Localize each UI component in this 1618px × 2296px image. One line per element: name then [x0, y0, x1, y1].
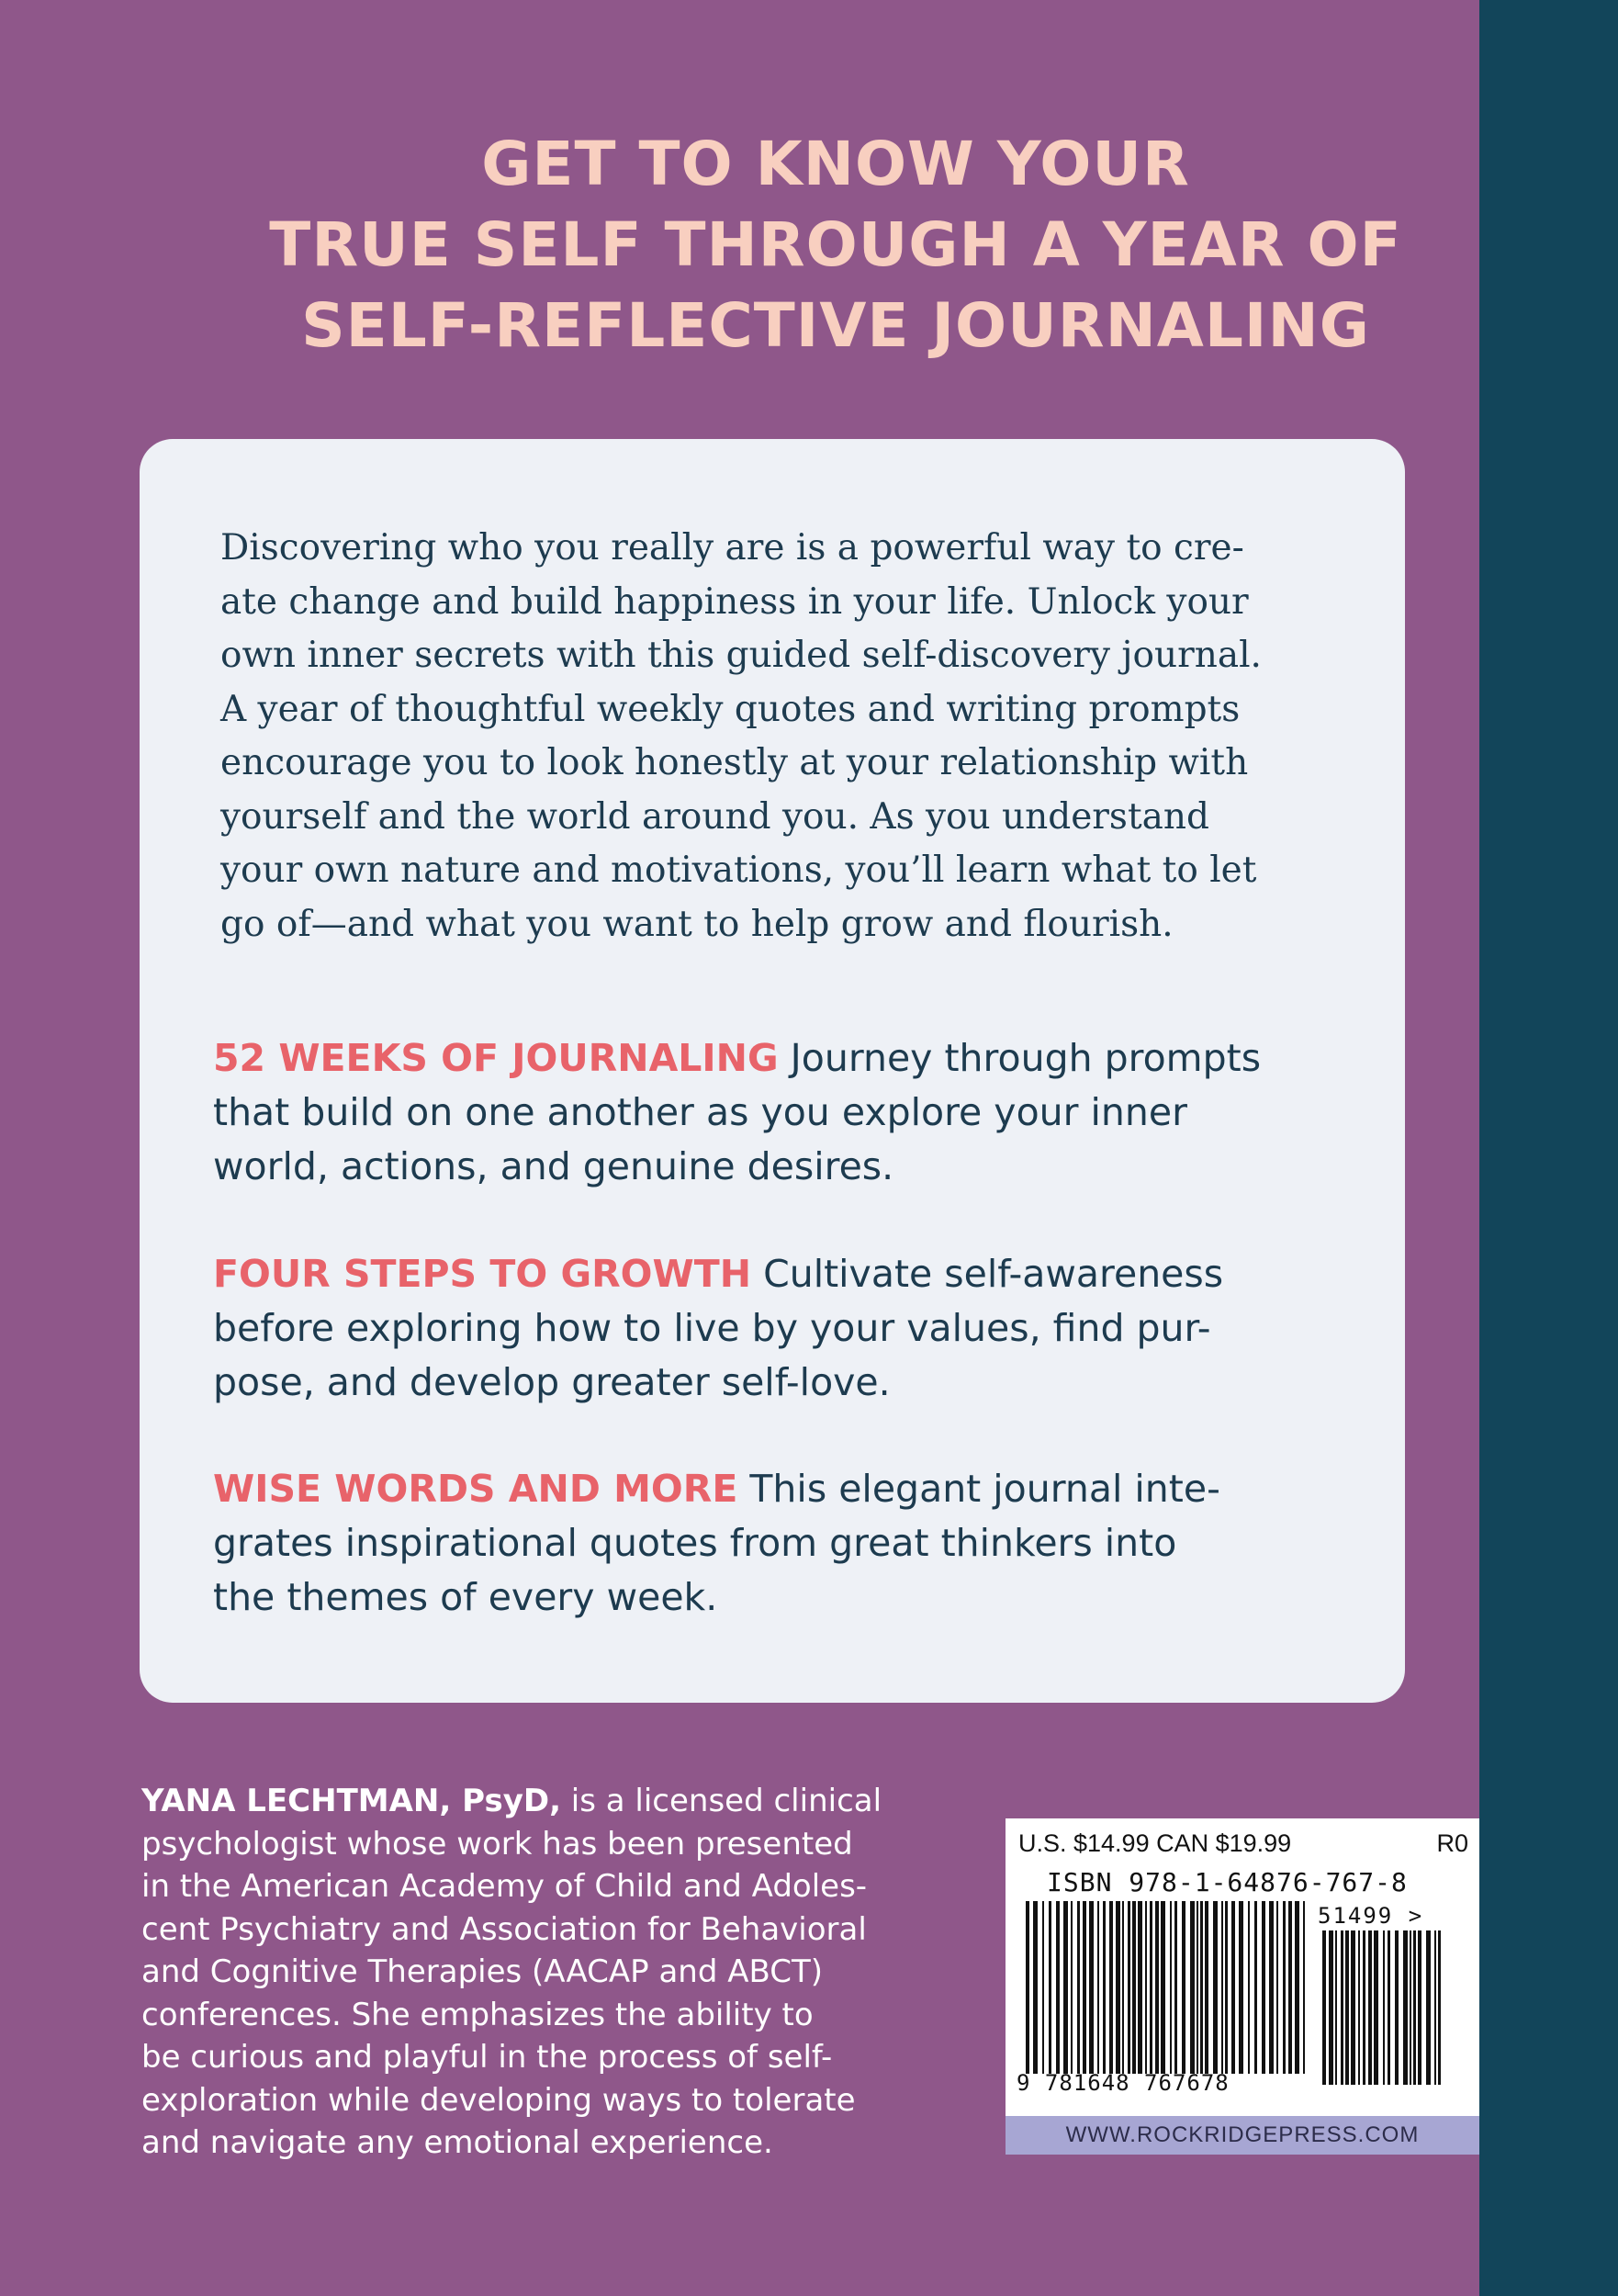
barcode-bar — [1221, 1901, 1223, 2074]
barcode-bar — [1182, 1901, 1185, 2074]
barcode-bar — [1026, 1901, 1029, 2074]
bio-line: psychologist whose work has been presented — [141, 1825, 853, 1863]
barcode-bar — [1322, 1930, 1326, 2085]
barcode-bar — [1335, 1930, 1337, 2085]
barcode-bar — [1056, 1901, 1060, 2074]
bio-line: cent Psychiatry and Association for Behavioral — [141, 1910, 867, 1948]
barcode-bar — [1170, 1901, 1172, 2074]
barcode-bar — [1116, 1901, 1120, 2074]
intro-line: yourself and the world around you. As you understand — [220, 795, 1209, 838]
feature-line — [213, 1247, 1361, 1301]
barcode-bar — [1083, 1901, 1086, 2074]
barcode-bar — [1109, 1901, 1113, 2074]
barcode-bar — [1071, 1901, 1073, 2074]
barcode-bar — [1103, 1901, 1106, 2074]
feature-line: pose, and develop greater self-love. — [213, 1360, 891, 1404]
bio-line — [141, 1780, 986, 1823]
addon-digits: 51499 > — [1318, 1903, 1424, 1929]
intro-paragraph — [220, 522, 1350, 951]
feature-line — [213, 1462, 1361, 1516]
barcode-bar — [1368, 1930, 1372, 2085]
barcode-bar — [1410, 1930, 1411, 2085]
barcode-bar — [1197, 1901, 1198, 2074]
barcode-bar — [1161, 1901, 1165, 2074]
feature-four-steps — [213, 1247, 1361, 1410]
barcode-bar — [1033, 1901, 1038, 2074]
barcode-bar — [1231, 1901, 1235, 2074]
barcode-bar — [1413, 1930, 1416, 2085]
barcode-bar — [1434, 1930, 1436, 2085]
barcode-bar — [1145, 1901, 1147, 2074]
barcode-block — [1006, 1818, 1479, 2116]
feature-title: FOUR STEPS TO GROWTH — [213, 1252, 752, 1296]
barcode-bar — [1042, 1901, 1044, 2074]
barcode-bar — [1254, 1901, 1257, 2074]
barcode-bar — [1138, 1901, 1142, 2074]
barcode-digits: 9 781648 767678 — [1017, 2070, 1230, 2096]
barcode-bar — [1329, 1930, 1333, 2085]
barcode-bar — [1097, 1901, 1099, 2074]
headline-line: SELF-REFLECTIVE JOURNALING — [301, 290, 1370, 361]
headline-line: TRUE SELF THROUGH A YEAR OF — [269, 209, 1402, 280]
barcode-bar — [1395, 1930, 1399, 2085]
description-card — [140, 439, 1405, 1703]
barcode-bar — [1248, 1901, 1250, 2074]
feature-text: Journey through prompts — [778, 1036, 1262, 1080]
author-bio — [141, 1780, 986, 2165]
publisher-website: WWW.ROCKRIDGEPRESS.COM — [1006, 2116, 1479, 2155]
barcode-bar — [1303, 1901, 1305, 2074]
intro-line: go of—and what you want to help grow and flourish. — [220, 903, 1174, 945]
barcode-bar — [1403, 1930, 1408, 2085]
feature-text: This elegant journal inte- — [737, 1467, 1220, 1511]
feature-weeks-of-journaling — [213, 1031, 1361, 1194]
barcode-bar — [1288, 1901, 1292, 2074]
barcode-bar — [1345, 1930, 1349, 2085]
barcode-bar — [1418, 1930, 1421, 2085]
feature-text: Cultivate self-awareness — [751, 1252, 1224, 1296]
feature-line: world, actions, and genuine desires. — [213, 1144, 894, 1188]
barcode-bar — [1383, 1930, 1385, 2085]
intro-line: own inner secrets with this guided self-discovery journal. — [220, 635, 1262, 676]
barcode-bar — [1341, 1930, 1343, 2085]
barcode-bar — [1239, 1901, 1243, 2074]
feature-wise-words — [213, 1462, 1361, 1625]
barcode-bar — [1295, 1901, 1299, 2074]
intro-line: ate change and build happiness in your life. Unlock your — [220, 580, 1249, 623]
barcode-bar — [1128, 1901, 1130, 2074]
feature-title: WISE WORDS AND MORE — [213, 1467, 738, 1511]
bio-line: and Cognitive Therapies (AACAP and ABCT) — [141, 1953, 824, 1990]
author-name: YANA LECHTMAN, PsyD, — [141, 1783, 561, 1819]
feature-line: grates inspirational quotes from great thinkers into — [213, 1521, 1177, 1565]
spine-edge — [1479, 0, 1618, 2296]
barcode-bar — [1174, 1901, 1177, 2074]
barcode-bar — [1190, 1901, 1195, 2074]
barcode-bar — [1150, 1901, 1152, 2074]
intro-line: Discovering who you really are is a powerful way to cre- — [220, 527, 1244, 568]
barcode-bar — [1426, 1930, 1431, 2085]
feature-line: before exploring how to live by your values, find pur- — [213, 1306, 1211, 1350]
intro-line: encourage you to look honestly at your relationship with — [220, 742, 1249, 783]
barcode-bar — [1438, 1930, 1441, 2085]
feature-title: 52 WEEKS OF JOURNALING — [213, 1036, 779, 1080]
price-row — [1018, 1829, 1468, 1861]
barcode-bar — [1063, 1901, 1068, 2074]
barcode-bar — [1262, 1901, 1265, 2074]
barcode-bar — [1200, 1901, 1203, 2074]
barcode-bar — [1269, 1901, 1274, 2074]
bio-text: is a licensed clinical — [561, 1783, 882, 1819]
headline-line: GET TO KNOW YOUR — [481, 129, 1190, 199]
barcode-bar — [1155, 1901, 1159, 2074]
bio-line: exploration while developing ways to tolerate — [141, 2081, 856, 2119]
bio-line: and navigate any emotional experience. — [141, 2124, 773, 2161]
barcode-bar — [1132, 1901, 1136, 2074]
barcode-bar — [1225, 1901, 1228, 2074]
barcode-bar — [1213, 1901, 1218, 2074]
feature-line — [213, 1031, 1361, 1086]
bio-line: conferences. She emphasizes the ability to — [141, 1996, 814, 2033]
barcode-bar — [1358, 1930, 1360, 2085]
price-label: U.S. $14.99 CAN $19.99 — [1018, 1829, 1292, 1857]
barcode-bar — [1089, 1901, 1094, 2074]
headline — [0, 124, 1618, 366]
bio-line: be curious and playful in the process of self- — [141, 2039, 833, 2076]
barcode-bar — [1283, 1901, 1286, 2074]
bio-line: in the American Academy of Child and Adoles- — [141, 1868, 868, 1905]
barcode-bar — [1388, 1930, 1390, 2085]
printing-code: R0 — [1436, 1829, 1468, 1857]
intro-line: your own nature and motivations, you’ll learn what to let — [220, 850, 1257, 891]
barcode-bar — [1049, 1901, 1051, 2074]
intro-line: A year of thoughtful weekly quotes and writing prompts — [220, 688, 1241, 730]
barcode-bar — [1077, 1901, 1080, 2074]
barcode-bar — [1205, 1901, 1208, 2074]
feature-line: the themes of every week. — [213, 1575, 718, 1619]
isbn-label: ISBN 978-1-64876-767-8 — [1047, 1867, 1408, 1897]
barcode-bar — [1351, 1930, 1355, 2085]
barcode-bar — [1122, 1901, 1124, 2074]
barcode-bar — [1276, 1901, 1278, 2074]
feature-line: that build on one another as you explore your inner — [213, 1090, 1187, 1134]
barcode-bar — [1374, 1930, 1378, 2085]
barcode-bar — [1363, 1930, 1365, 2085]
